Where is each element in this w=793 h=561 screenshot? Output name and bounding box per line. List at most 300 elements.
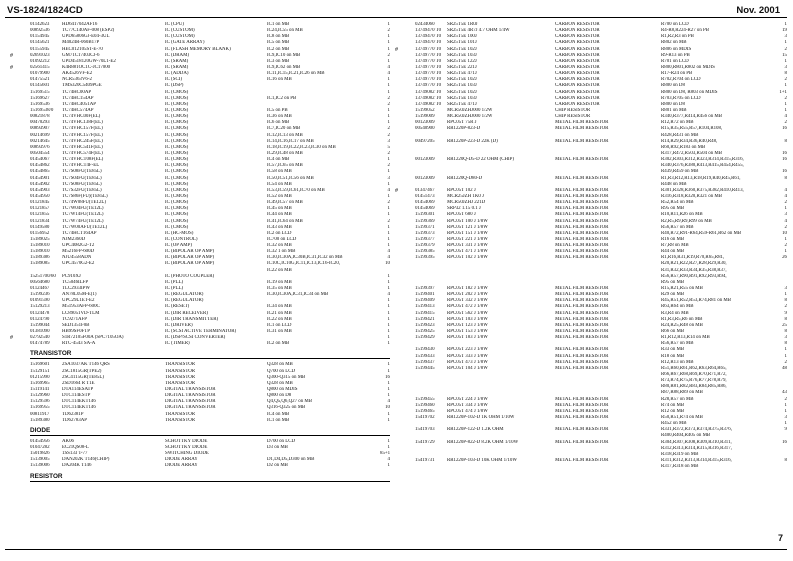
part-number: UPC29L1ET-E2: [62, 298, 95, 304]
part-code: 13749082 T0: [415, 89, 442, 95]
change-mark: #: [395, 46, 398, 53]
part-number: SRP32 1.15 0.1 J: [447, 206, 481, 212]
part-location: R800 on D8: [661, 101, 685, 107]
part-quantity: 4: [387, 457, 390, 463]
part-location: Q800 on MDIS: [267, 387, 298, 393]
part-code: 15199409: [415, 298, 435, 304]
part-quantity: 1: [387, 58, 390, 64]
part-description: TRANSISTOR: [165, 380, 196, 386]
part-number: SR25T5E 102J: [447, 89, 477, 95]
part-quantity: 1: [387, 304, 390, 310]
part-number: UPC4570G2-E2: [62, 261, 95, 267]
part-location: R24,R25,R48 on MB: [661, 322, 703, 328]
part-code: 15129151: [30, 368, 50, 374]
part-location: R63,R64 on MB: [661, 304, 694, 310]
part-description: IC (DSP/SCSI CONVERTER): [165, 335, 226, 341]
part-code: 00497205: [415, 138, 435, 144]
part-code: 13749770 T0: [415, 77, 442, 83]
part-number: RPC05T 121 J 1/8W: [447, 224, 488, 230]
change-mark: #: [395, 187, 398, 194]
part-description: METAL FILM RESISTOR: [555, 236, 609, 242]
part-description: METAL FILM RESISTOR: [555, 359, 609, 365]
part-code: 15169538/0: [30, 107, 54, 113]
part-location: IC7,IC20 on MB: [267, 126, 301, 132]
part-number: RPC05T 562 J 1/8W: [447, 310, 488, 316]
part-location: R87,R88,R89 on MB: [661, 390, 703, 396]
part-number: HB99SF0FTP: [62, 329, 90, 335]
part-number: UPC4082G2-T2: [62, 243, 95, 249]
part-quantity: 10: [385, 405, 390, 411]
part-description: IC (CMOS): [165, 163, 189, 169]
part-description: IC (REGULATOR): [165, 292, 204, 298]
part-number: RPC05T 182 J 1/8W: [447, 286, 488, 292]
part-code: 13749470 T0: [415, 28, 442, 34]
part-number: M4024R-060B17P: [62, 40, 100, 46]
part-number: M5216FP-600D: [62, 249, 95, 255]
part-quantity: 2: [784, 396, 787, 402]
part-location: R73,R74,R75,R76,R77,R78,R79,: [661, 378, 727, 384]
part-quantity: 8: [784, 298, 787, 304]
part-code: 13749770 T0: [415, 52, 442, 58]
part-location: R311,R312,R313,R314,R315,R316,: [661, 457, 732, 463]
part-quantity: 2: [784, 224, 787, 230]
part-location: R12 on MB: [661, 408, 685, 414]
parts-list-row: [415, 464, 787, 470]
part-location: R44 on MB: [661, 249, 685, 255]
part-description: SCHOTTKY DIODE: [165, 445, 208, 450]
part-code: 15199385: [415, 249, 435, 255]
part-number: SR25T5E 1R0J: [447, 22, 478, 27]
part-location: IC3 on MB: [267, 58, 290, 64]
part-number: SR25T5E 100J: [447, 34, 477, 40]
part-description: IC (SCSI ACTIVE TERMINATOR): [165, 329, 237, 335]
part-code: 01454069: [415, 200, 435, 206]
part-number: DTA114ESATP: [62, 387, 94, 393]
part-quantity: 48: [782, 365, 787, 371]
part-description: TRANSISTOR: [165, 417, 196, 423]
part-code: 15199445: [415, 365, 435, 371]
part-number: TC74HC4051AP: [62, 101, 96, 107]
part-quantity: 1: [387, 236, 390, 242]
part-quantity: 1: [387, 393, 390, 399]
part-number: RPC05T 183 J 1/8W: [447, 335, 488, 341]
part-number: RPC05T 102 J 1/8W: [447, 255, 488, 261]
part-quantity: 1: [784, 402, 787, 408]
part-description: CHIP RESISTOR: [555, 114, 591, 120]
part-code: 01454069: [415, 206, 435, 212]
part-code: 13749470 T0: [415, 40, 442, 46]
part-description: IC (CMOS): [165, 101, 189, 107]
part-code: 01155945: [30, 46, 50, 52]
part-number: RPC05T 102 J: [447, 187, 476, 193]
part-code: 15199397: [415, 286, 435, 292]
part-description: IC (HC-MOS): [165, 230, 194, 236]
part-number: RPC05T 223 J 1/8W: [447, 347, 488, 353]
part-number: DTC114EKT146: [62, 399, 96, 405]
part-description: METAL FILM RESISTOR: [555, 138, 609, 144]
part-code: 00893976: [30, 144, 50, 150]
part-number: TC7W74FU(TE12L): [62, 218, 104, 224]
part-quantity: 2: [387, 126, 390, 132]
part-quantity: 10: [782, 230, 787, 236]
part-quantity: 1: [387, 310, 390, 316]
part-description: IC (CMOS): [165, 138, 189, 144]
part-location: D3 on MB: [267, 445, 288, 450]
part-number: SR25T5E 102J: [447, 46, 477, 52]
part-code: 01454901: [30, 175, 50, 181]
part-description: CARBON RESISTOR: [555, 83, 600, 89]
part-description: IC (CUSTOM): [165, 34, 195, 40]
part-location: R1,R3,R12,R13,R18,R19,R40,R45,R61,: [661, 175, 741, 181]
part-number: TC74VHC245F(EL): [62, 138, 103, 144]
part-code: 00470293: [30, 120, 50, 126]
part-description: IC (CUSTOM): [165, 28, 195, 34]
part-description: METAL FILM RESISTOR: [555, 335, 609, 341]
part-code: 15199301: [415, 212, 435, 218]
part-location: R45,R51,R52,R53,R74,R81 on MB: [661, 298, 731, 304]
part-number: RR1220P-103-D 10K OHM 1/10W: [447, 457, 517, 463]
part-code: 01047282: [30, 445, 50, 450]
part-quantity: 4: [387, 292, 390, 298]
part-description: IC (GATE ARRAY): [165, 40, 205, 46]
part-location: R701 on LCD: [661, 58, 689, 64]
part-number: TC74HC00AP: [62, 89, 92, 95]
part-number: RPC05T 332 J 1/8W: [447, 298, 488, 304]
part-description: IC (CMOS): [165, 169, 189, 175]
part-quantity: 1: [784, 421, 787, 427]
part-location: IC9,IC62 on MB: [267, 64, 301, 70]
part-number: HEC012105ST-E-70: [62, 46, 103, 52]
part-description: METAL FILM RESISTOR: [555, 206, 609, 212]
part-code: 01454862: [30, 163, 50, 169]
part-location: R331,R372,R373,R374,R375,R376,: [661, 427, 732, 433]
part-description: IC (CMOS): [165, 157, 189, 163]
part-quantity: 1: [387, 322, 390, 328]
part-description: METAL FILM RESISTOR: [555, 408, 609, 414]
part-quantity: 1: [387, 40, 390, 46]
part-description: CARBON RESISTOR: [555, 40, 600, 46]
part-quantity: 1: [784, 58, 787, 64]
part-location: R66,R67,R68,R69,R70,R71,R72,: [661, 372, 727, 378]
part-number: TC74VHC157F(EL): [62, 126, 103, 132]
part-quantity: 2: [387, 95, 390, 101]
part-quantity: 3: [784, 335, 787, 341]
part-location: R56,R57 on MB: [661, 224, 694, 230]
part-location: IC35 on MB: [267, 286, 292, 292]
part-code: 01121845: [30, 200, 50, 206]
part-code: 15419729: [415, 439, 435, 445]
part-number: RPC05T 334 J 1/8W: [447, 402, 488, 408]
part-location: IC11,IC15,IC21,IC26 on MB: [267, 71, 325, 77]
part-description: IC (CMOS): [165, 181, 189, 187]
part-location: R40,R72,R91-R64,R59-R61,R62 on MB: [661, 230, 742, 236]
part-quantity: 16: [782, 126, 787, 132]
part-quantity: 1: [387, 316, 390, 322]
part-description: IC (REGULATOR): [165, 298, 204, 304]
part-location: IC4 on MB: [267, 411, 290, 417]
part-number: RPC05T 471 J 1/8W: [447, 249, 488, 255]
part-number: AK06: [62, 438, 74, 444]
part-location: R95 on MB: [661, 279, 685, 285]
part-quantity: 1: [387, 120, 390, 126]
part-location: R801 on MB: [661, 107, 687, 113]
part-code: 01474789: [30, 341, 50, 347]
part-code: 15199423: [415, 322, 435, 328]
part-location: IC19 on MB: [267, 279, 292, 285]
part-code: 15251700/60: [30, 273, 56, 279]
part-location: R700 on LCD: [661, 22, 689, 27]
part-quantity: 4: [387, 187, 390, 193]
part-quantity: 1: [387, 181, 390, 187]
part-location: IC45 on MB: [267, 206, 292, 212]
part-location: IC53,IC59,IC61,IC70 on MB: [267, 187, 325, 193]
header-rule: [5, 17, 787, 18]
part-code: 00540900: [415, 126, 435, 132]
part-code: 15199371: [415, 224, 435, 230]
part-location: R3,R4 on MB: [661, 310, 689, 316]
part-code: 15199044: [30, 322, 50, 328]
part-description: CARBON RESISTOR: [555, 64, 600, 70]
part-location: IC1,IC2 on PB: [267, 95, 297, 101]
part-number: RR1220P-102-D 1K OHM 1/10W: [447, 415, 515, 420]
part-description: IC (CMOS): [165, 120, 189, 126]
part-code: 01149580: [30, 224, 50, 230]
manual-model-header: VS-1824/1824CD: [7, 5, 83, 16]
part-code: 02792540: [30, 335, 50, 341]
part-code: 00811917: [30, 411, 50, 417]
part-description: CARBON RESISTOR: [555, 52, 600, 58]
part-number: LC89051VD-TLM: [62, 310, 100, 316]
part-code: 15199379: [415, 243, 435, 249]
part-code: 15129960: [30, 393, 50, 399]
part-number: TC74HC574AP: [62, 107, 94, 113]
part-location: R301,R328,R360,R375,R382,R410,R413,: [661, 187, 744, 193]
part-code: 15189386: [30, 255, 50, 261]
part-quantity: 1: [387, 368, 390, 374]
part-code: 15199413: [415, 304, 435, 310]
part-quantity: 1: [784, 347, 787, 353]
part-number: TC74VHC157F(EL): [62, 132, 103, 138]
footer-rule: [5, 549, 787, 550]
change-mark: #: [10, 64, 13, 71]
part-number: DA204K T146: [62, 463, 92, 469]
part-code: 15169515: [30, 89, 50, 95]
part-description: METAL FILM RESISTOR: [555, 286, 609, 292]
part-code: 00123009: [415, 157, 435, 163]
part-location: IC24,IC55 on MB: [267, 28, 303, 34]
part-description: IC (CPU): [165, 22, 184, 27]
part-description: IC (CMOS): [165, 187, 189, 193]
part-quantity: 10: [385, 261, 390, 267]
part-quantity: 4: [387, 249, 390, 255]
part-description: METAL FILM RESISTOR: [555, 415, 609, 420]
part-quantity: 2: [784, 77, 787, 83]
part-location: Q800 on D8: [267, 393, 292, 399]
part-location: R2,R5,R9,R9,R99 on MB: [661, 218, 712, 224]
part-location: R802 on MB: [661, 40, 687, 46]
section-heading: RESISTOR: [30, 472, 63, 480]
part-quantity: 2: [387, 101, 390, 107]
part-quantity: 2: [784, 359, 787, 365]
part-quantity: 1: [784, 206, 787, 212]
part-code: 15199395: [415, 255, 435, 261]
part-quantity: 1: [387, 77, 390, 83]
part-location: R439,R459 on MB: [661, 169, 699, 175]
part-description: IC (TIMER): [165, 341, 190, 347]
part-description: IC (SRAM): [165, 64, 189, 70]
part-number: RPC05T 474 J 1/8W: [447, 408, 488, 414]
part-location: IC31 on MB: [267, 329, 292, 335]
part-description: IC (CMOS): [165, 224, 189, 230]
part-location: D700 on LCD: [267, 438, 295, 444]
part-location: IC1 on LCD: [267, 322, 292, 328]
part-location: R806 on MDIS: [661, 46, 692, 52]
part-quantity: 1: [387, 329, 390, 335]
part-description: IC (OP AMP): [165, 243, 192, 249]
part-location: IC16 on MB: [267, 77, 292, 83]
part-description: IC (CMOS): [165, 218, 189, 224]
part-quantity: 1: [387, 34, 390, 40]
part-number: TC74VHCT08F(EL): [62, 157, 104, 163]
part-location: IC5 on PB: [267, 107, 288, 113]
part-number: RPC05T 153 J 1/8W: [447, 329, 488, 335]
part-location: IC54 on MB: [267, 181, 292, 187]
part-quantity: 1: [387, 157, 390, 163]
part-description: METAL FILM RESISTOR: [555, 353, 609, 359]
part-description: DIGITAL TRANSISTOR: [165, 387, 216, 393]
part-quantity: 1: [784, 40, 787, 46]
part-number: TC74VHC574F(EL): [62, 150, 103, 156]
part-description: IC (RESET): [165, 304, 190, 310]
part-number: AN78L05M-E(1): [62, 292, 97, 298]
part-description: METAL FILM RESISTOR: [555, 157, 609, 163]
part-description: METAL FILM RESISTOR: [555, 298, 609, 304]
part-location: IC21 on MB: [267, 310, 292, 316]
part-location: R302,R303,R312,R323,R314,R315,R316,: [661, 157, 744, 163]
part-description: METAL FILM RESISTOR: [555, 402, 609, 408]
part-description: IC (CMOS): [165, 89, 189, 95]
part-quantity: 4: [387, 399, 390, 405]
part-location: IC44 on MB: [267, 212, 292, 218]
part-description: CARBON RESISTOR: [555, 34, 600, 40]
part-location: IC57,IC65 on MB: [267, 163, 303, 169]
part-location: IC5 on MB: [267, 40, 290, 46]
part-location: R20,R21,R22,R27,R28,R29,R30,: [661, 261, 727, 267]
part-description: DIGITAL TRANSISTOR: [165, 399, 216, 405]
part-code: 01121857: [30, 206, 50, 212]
part-number: TC9271AFP: [62, 316, 88, 322]
part-number: RR1220Q-D5-D 22 OHM (CHIP): [447, 157, 514, 163]
part-location: R29 on MB: [661, 292, 685, 298]
part-description: METAL FILM RESISTOR: [555, 292, 609, 298]
part-code: 01091590: [30, 298, 50, 304]
part-number: GM71C17403CJ-6: [62, 52, 100, 58]
part-quantity: 3: [784, 34, 787, 40]
part-location: Q316-Q325 on MB: [267, 405, 306, 411]
part-location: IC18,IC19,IC22,IC23,IC30 on MB: [267, 144, 336, 150]
part-number: 2SC4115GR(TE85L): [62, 374, 104, 380]
part-quantity: 3: [784, 212, 787, 218]
parts-list-row: [30, 341, 390, 347]
part-quantity: 1: [387, 411, 390, 417]
part-location: R448 on MB: [661, 181, 687, 187]
part-code: 15169627: [30, 95, 50, 101]
part-number: TC77C140AF-008 (ESP2): [62, 28, 115, 34]
part-quantity: 1: [387, 286, 390, 292]
part-code: 15199465: [415, 408, 435, 414]
part-description: METAL FILM RESISTOR: [555, 439, 609, 445]
part-location: R9-R13 on PB: [661, 52, 690, 58]
part-description: TRANSISTOR: [165, 411, 196, 417]
part-quantity: 1: [387, 380, 390, 386]
part-number: SR25T5E 4R7J 4.7 OHM 1/4W: [447, 28, 510, 34]
part-number: RPC05T 680 J: [447, 212, 476, 218]
part-code: 13749770 T0: [415, 83, 442, 89]
part-number: TC7S32FU(TE85L): [62, 187, 102, 193]
part-number: RR1220Q-D80-D: [447, 175, 483, 181]
part-code: 15199415: [415, 310, 435, 316]
part-description: IC (SRAM): [165, 58, 189, 64]
part-location: R28,R57 on MB: [661, 396, 694, 402]
part-location: Q328 on MB: [267, 380, 293, 386]
part-number: TD62783AP: [62, 417, 87, 423]
parts-list-right-column: [395, 22, 787, 470]
part-location: IC41,IC64 on MB: [267, 218, 303, 224]
part-number: RR1220P-822-D 8.2K OHM 1/10W: [447, 439, 519, 445]
part-location: R12,R13 on MB: [661, 359, 694, 365]
part-code: 15139005: [30, 457, 50, 463]
part-description: IC (PLL): [165, 279, 184, 285]
part-number: AK4526VF-E2: [62, 71, 93, 77]
part-location: R304,R307,R308,R309,R310,R311,: [661, 439, 732, 445]
part-location: R14,R29,R34,R36,R40,R48,: [661, 138, 718, 144]
part-number: SR25T5E 103J: [447, 83, 477, 89]
part-description: CARBON RESISTOR: [555, 77, 600, 83]
part-number: RPC05T 224 J 1/8W: [447, 396, 488, 402]
part-location: R7,R8 on MB: [661, 243, 689, 249]
part-number: MCR25JZH 1K0 J: [447, 193, 484, 199]
part-quantity: 1: [784, 249, 787, 255]
part-number: TC74HC154AP: [62, 95, 94, 101]
part-description: IC (CMOS): [165, 95, 189, 101]
part-code: 15419702: [415, 415, 435, 420]
part-quantity: 1+1: [779, 89, 787, 95]
part-number: NJU4558ADN: [62, 255, 92, 261]
part-description: IC (ADDA): [165, 71, 189, 77]
part-number: 2SC1815GR(TPE2): [62, 368, 102, 374]
part-quantity: 1: [387, 298, 390, 304]
part-description: METAL FILM RESISTOR: [555, 322, 609, 328]
part-description: METAL FILM RESISTOR: [555, 193, 609, 199]
part-quantity: 2: [387, 28, 390, 34]
part-code: 15199421: [415, 316, 435, 322]
part-quantity: 4: [784, 187, 787, 193]
section-heading: DIODE: [30, 426, 51, 434]
part-code: 15199401: [415, 292, 435, 298]
part-description: IC (DIR RECEIVER): [165, 310, 208, 316]
part-number: S1R72105F00A (SPC7105OA): [62, 335, 124, 341]
part-number: K4R881OC1C-JC17000: [62, 64, 111, 70]
part-location: R1,R12,R13,R14 on MB: [661, 335, 710, 341]
part-location: R703,R705 on LCD: [661, 95, 701, 101]
part-description: IC (FLASH MEMORY BLANK): [165, 46, 231, 52]
part-location: R317,R472,R503,R504 on MB: [661, 150, 723, 156]
part-code: 15169955: [30, 405, 50, 411]
part-quantity: 1: [387, 230, 390, 236]
part-location: R317,R318 on MB: [661, 464, 699, 470]
part-code: 13749770 T0: [415, 71, 442, 77]
part-description: METAL FILM RESISTOR: [555, 200, 609, 206]
